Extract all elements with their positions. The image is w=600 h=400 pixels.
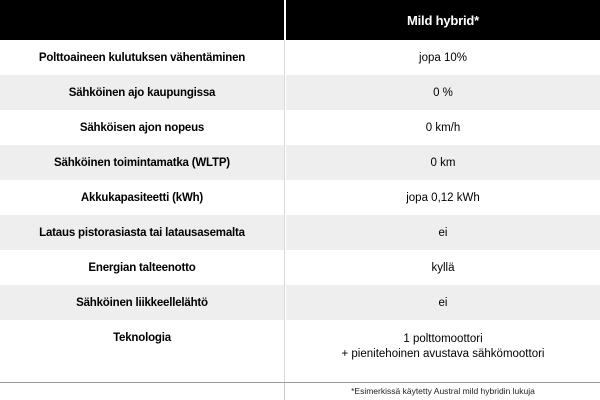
footer-divider [284,383,285,400]
table-header [0,0,600,40]
table-bottom-border [0,382,600,383]
row-label: Sähköinen liikkeellelähtö [76,296,208,309]
table-row [0,320,600,380]
table-row [0,75,600,110]
row-label: Polttoaineen kulutuksen vähentäminen [38,51,246,64]
row-label: Energian talteenotto [88,261,196,274]
table-row [0,145,600,180]
footnote: *Esimerkissä käytetty Austral mild hybridin lukuja [351,386,535,396]
row-value: jopa 0,12 kWh [406,191,480,204]
header-empty-cell [0,0,284,40]
row-value [286,320,600,380]
row-value-line: + pienitehoinen avustava sähkömoottori [341,348,545,360]
row-value: ei [438,296,448,309]
table-row [0,40,600,75]
row-label: Lataus pistorasiasta tai latausasemalta [39,226,245,239]
table-row [0,250,600,285]
header-column-title: Mild hybrid* [407,12,479,28]
row-label: Sähköinen toimintamatka (WLTP) [54,156,230,169]
row-label: Sähköinen ajo kaupungissa [68,86,216,99]
row-value: 0 km/h [425,121,461,134]
table-row [0,180,600,215]
table-row [0,215,600,250]
column-divider [284,40,285,382]
row-value: kyllä [431,261,455,274]
row-value-line: 1 polttomoottori [403,333,483,345]
row-label: Akkukapasiteetti (kWh) [80,191,204,204]
table-row [0,110,600,145]
row-value: ei [438,226,448,239]
row-label: Teknologia [113,332,171,344]
row-label: Sähköisen ajon nopeus [79,121,205,134]
row-value: 0 km [430,156,456,169]
table-row [0,285,600,320]
row-value: 0 % [433,86,453,99]
row-value: jopa 10% [419,51,467,64]
